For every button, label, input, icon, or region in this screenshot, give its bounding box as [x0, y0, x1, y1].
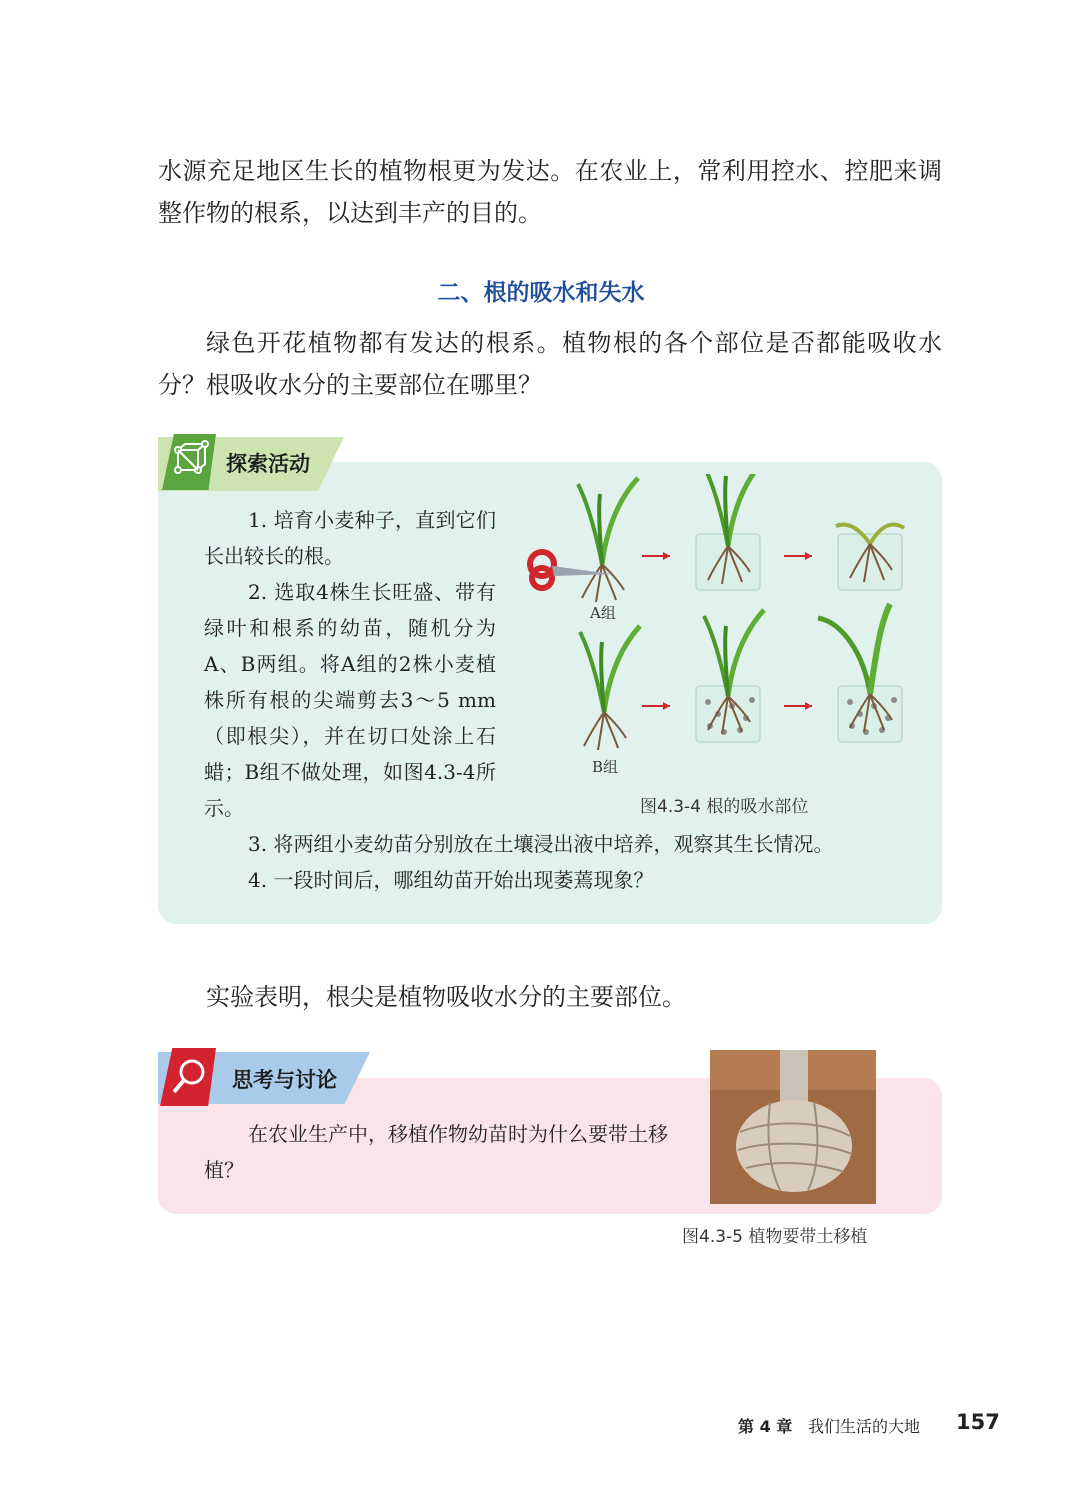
activity-steps-bottom — [204, 826, 924, 898]
activity-steps-left — [204, 502, 496, 826]
footer-chapter: 第 4 章 — [738, 1417, 793, 1436]
activity-step-2: 2. 选取4株生长旺盛、带有绿叶和根系的幼苗，随机分为A、B两组。将A组的2株小麦植株所有根的尖端剪去3～5 mm（即根尖），并在切口处涂上石蜡；B组不做处理，如图4.3-4所示。 — [204, 580, 496, 820]
activity-step-4: 4. 一段时间后，哪组幼苗开始出现萎蔫现象？ — [248, 868, 654, 892]
section-heading: 二、根的吸水和失水 — [437, 280, 645, 306]
activity-title: 探索活动 — [226, 452, 310, 476]
activity-step-1: 1. 培育小麦种子，直到它们长出较长的根。 — [204, 508, 496, 568]
group-b-row — [580, 604, 902, 776]
intro-paragraph: 水源充足地区生长的植物根更为发达。在农业上，常利用控水、控肥来调整作物的根系，以达到丰产的目的。 — [158, 157, 942, 227]
root-absorption-figure — [520, 474, 920, 784]
transplant-root-ball-photo — [710, 1050, 876, 1204]
conclusion-paragraph: 实验表明，根尖是植物吸收水分的主要部位。 — [206, 983, 686, 1011]
question-paragraph: 绿色开花植物都有发达的根系。植物根的各个部位是否都能吸收水分？根吸收水分的主要部位在哪里？ — [158, 329, 942, 399]
page-number: 157 — [956, 1410, 1000, 1434]
group-a-row — [530, 474, 904, 622]
footer-chapter-title: 我们生活的大地 — [808, 1417, 921, 1436]
group-b-label: B组 — [592, 758, 619, 776]
discussion-title: 思考与讨论 — [232, 1068, 337, 1092]
figure-4-3-5-caption: 图4.3-5 植物要带土移植 — [682, 1227, 868, 1247]
group-a-label: A组 — [590, 604, 616, 622]
discussion-question: 在农业生产中，移植作物幼苗时为什么要带土移植？ — [204, 1122, 668, 1182]
activity-step-3: 3. 将两组小麦幼苗分别放在土壤浸出液中培养，观察其生长情况。 — [248, 832, 834, 856]
figure-4-3-4-caption: 图4.3-4 根的吸水部位 — [640, 797, 809, 817]
